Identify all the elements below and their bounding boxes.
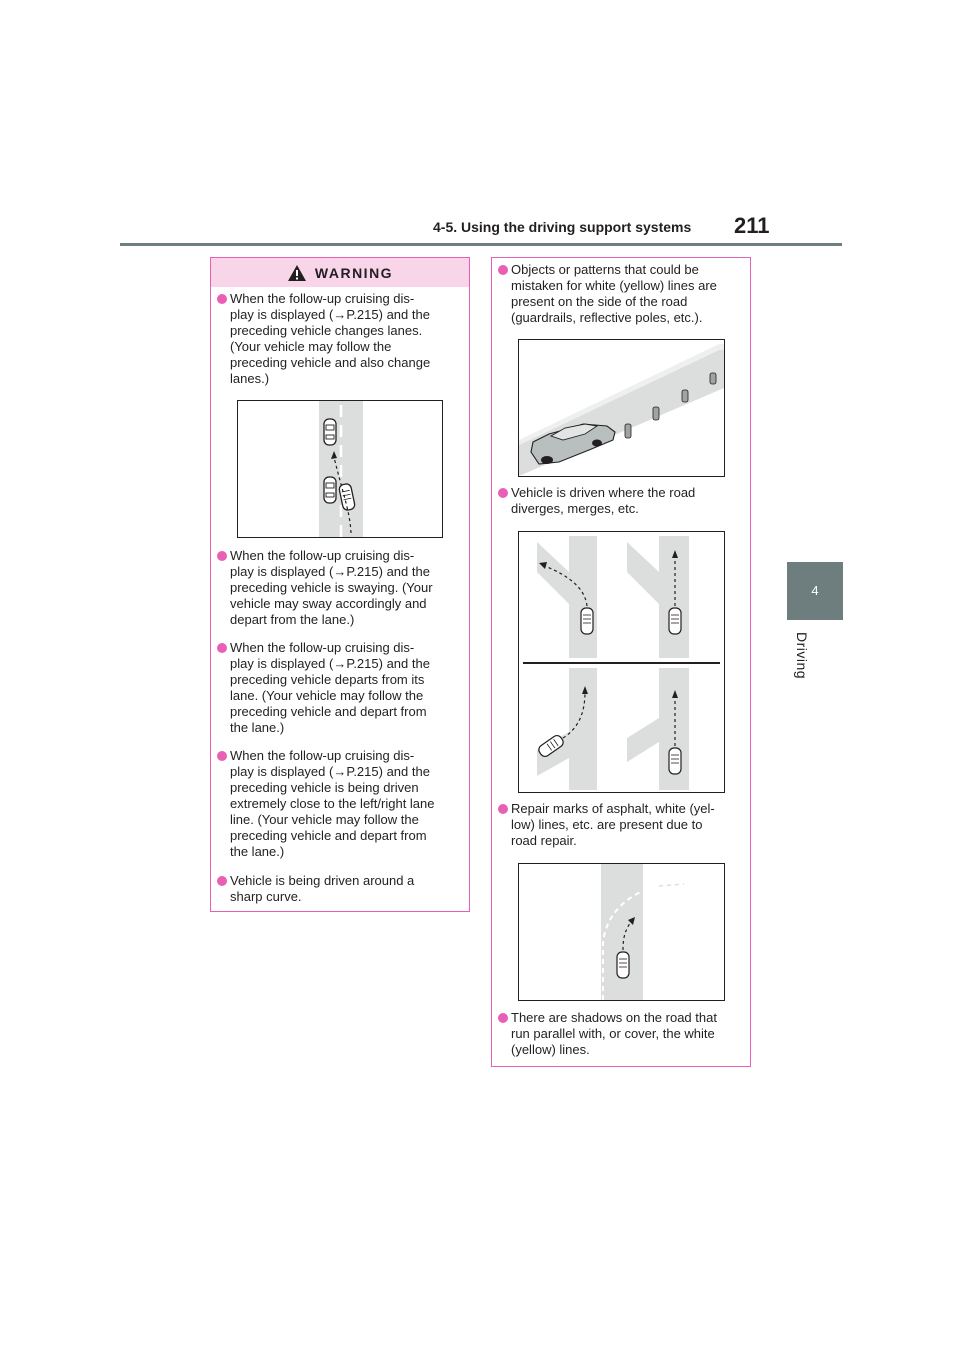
bullet-dot-icon: [498, 804, 508, 814]
warning-item-text: When the follow-up cruising dis- play is displayed (→P.215) and the preceding vehicle is swaying. (Your vehicle may sway accordingly and depart from the lane.): [230, 548, 433, 627]
bullet-dot-icon: [498, 488, 508, 498]
warning-header: [211, 258, 469, 287]
section-title: 4-5. Using the driving support systems: [433, 219, 692, 235]
condition-item: [498, 801, 744, 849]
warning-item: [217, 748, 463, 860]
condition-item-text: Repair marks of asphalt, white (yel- low) lines, etc. are present due to road repair.: [511, 801, 715, 848]
chapter-tab: [787, 562, 843, 620]
condition-item-text: There are shadows on the road that run parallel with, or cover, the white (yellow) lines.: [511, 1010, 717, 1057]
warning-item-text: When the follow-up cruising dis- play is displayed (→P.215) and the preceding vehicle changes lanes. (Your vehicle may follow the preceding vehicle and also change lanes.): [230, 291, 431, 386]
car-icon: [617, 952, 629, 978]
warning-item: [217, 548, 463, 628]
warning-triangle-icon: [287, 264, 307, 282]
warning-item-text: When the follow-up cruising dis- play is displayed (→P.215) and the preceding vehicle is being driven extremely close to the left/right lane line. (Your vehicle may follow the preceding vehicle and depart from the lane.): [230, 748, 435, 859]
condition-item-text: Vehicle is driven where the road diverges, merges, etc.: [511, 485, 696, 516]
car-icon: [669, 748, 681, 774]
continued-box: [491, 257, 751, 1067]
header-rule: [120, 243, 842, 246]
condition-item: [498, 1010, 744, 1058]
warning-item-text: Vehicle is being driven around a sharp curve.: [230, 873, 415, 904]
condition-item: [498, 262, 744, 326]
car-icon: [669, 608, 681, 634]
bullet-dot-icon: [217, 551, 227, 561]
bullet-dot-icon: [498, 265, 508, 275]
car-icon: [324, 419, 336, 445]
bullet-dot-icon: [217, 294, 227, 304]
chapter-label: Driving: [794, 632, 810, 680]
figure-diverge-merge: [518, 531, 725, 793]
page-number: 211: [734, 213, 770, 238]
figure-reflective-poles: [518, 339, 725, 477]
bullet-dot-icon: [217, 876, 227, 886]
warning-title: WARNING: [314, 264, 394, 281]
warning-item-text: When the follow-up cruising dis- play is displayed (→P.215) and the preceding vehicle departs from its lane. (Your vehicle may follow the preceding vehicle and depart from the lane.): [230, 640, 430, 735]
warning-item: [217, 873, 463, 905]
car-icon: [324, 477, 336, 503]
chapter-number: 4: [811, 583, 819, 598]
figure-lane-change: [237, 400, 443, 538]
car-icon: [581, 608, 593, 634]
bullet-dot-icon: [217, 643, 227, 653]
bullet-dot-icon: [217, 751, 227, 761]
condition-item: [498, 485, 744, 517]
condition-item-text: Objects or patterns that could be mistaken for white (yellow) lines are present on the side of the road (guardrails, reflective poles, etc.).: [511, 262, 717, 325]
warning-box: [210, 257, 470, 912]
figure-repair-marks: [518, 863, 725, 1001]
warning-item: [217, 640, 463, 736]
bullet-dot-icon: [498, 1013, 508, 1023]
warning-item: [217, 291, 463, 387]
